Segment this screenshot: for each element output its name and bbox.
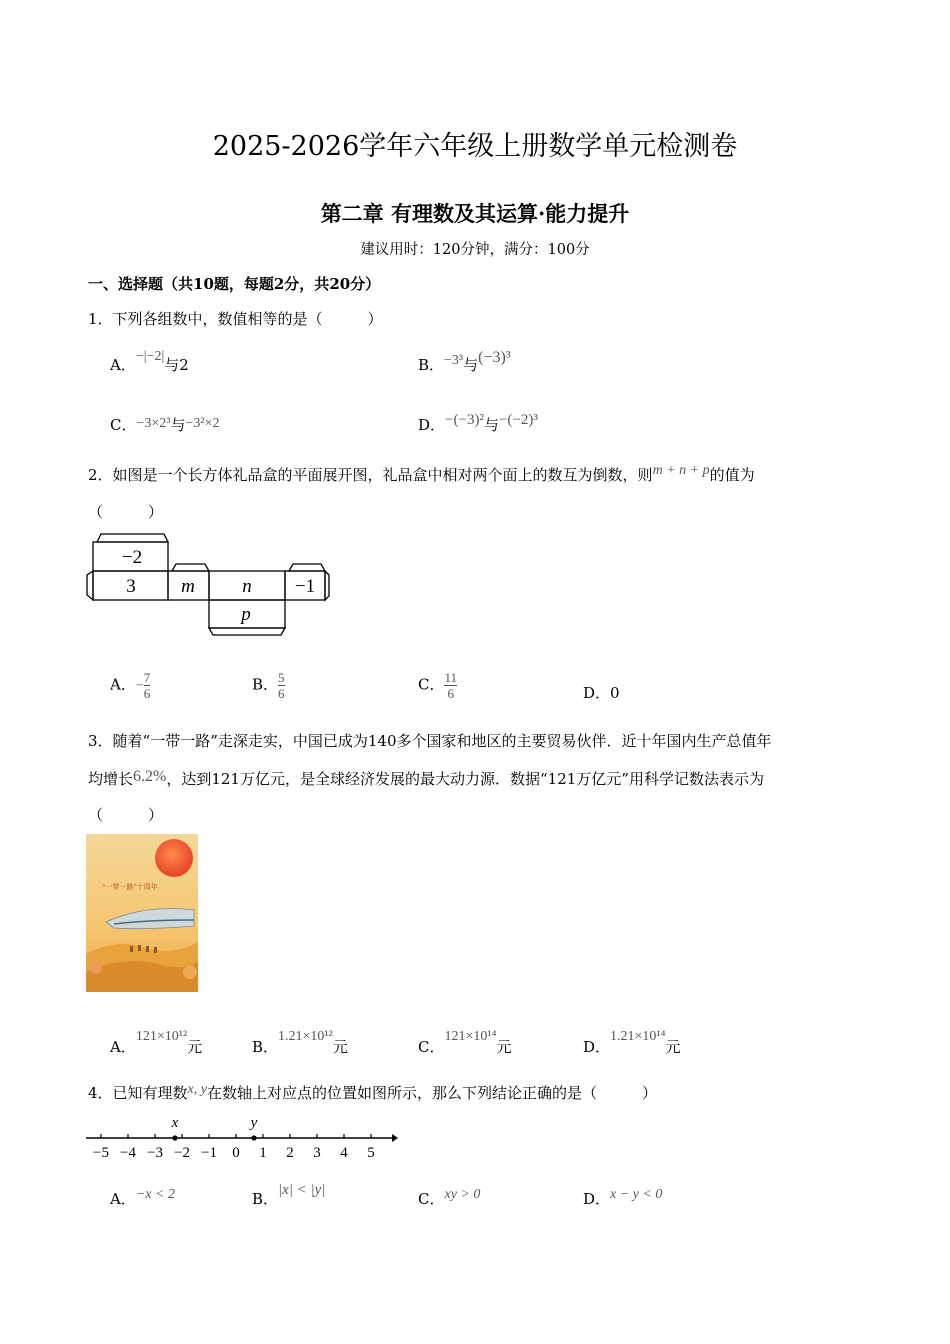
q1-b-mid: 与 [463, 356, 479, 374]
q2-a-den: 6 [143, 686, 151, 701]
net-label-top: −2 [121, 547, 143, 568]
tick-label: −2 [174, 1145, 190, 1161]
q3-d-unit: 元 [665, 1038, 681, 1056]
q2-b-frac [278, 670, 285, 701]
q2-c-label: C． [418, 675, 445, 694]
net-right-top-flap [289, 564, 325, 571]
q3-a-expr: 121×10¹² [135, 1029, 188, 1044]
q2-c-den: 6 [444, 685, 457, 701]
q2-stem [88, 464, 755, 485]
q4-option-b [252, 1182, 326, 1209]
q1-d-expr1: −(−3)² [445, 412, 484, 428]
net-label-left: 3 [126, 576, 136, 597]
q1-option-b [418, 349, 511, 375]
q4-a-label: A． [110, 1190, 136, 1208]
section-heading: 一、选择题（共10题，每题2分，共20分） [88, 275, 381, 293]
net-bottom-flap [209, 628, 285, 635]
net-top-flap [97, 534, 168, 542]
q3-line1: 3．随着“一带一路”走深走实，中国已成为140多个国家和地区的主要贸易伙伴．近十年国内生产总值年 [88, 732, 772, 750]
tick-label: −1 [201, 1145, 217, 1161]
box-net-diagram [84, 530, 334, 638]
point-x-label: x [171, 1115, 179, 1131]
q4-d-expr: x − y < 0 [610, 1187, 663, 1202]
q1-option-d [418, 414, 538, 435]
q4-stem-vars: x, y [187, 1082, 207, 1097]
net-label-m: m [181, 576, 195, 597]
q1-d-mid: 与 [483, 416, 499, 434]
q2-paren: （ ） [88, 503, 164, 521]
tick-label: 3 [313, 1145, 321, 1161]
q2-option-a [110, 670, 150, 701]
point-x [172, 1135, 177, 1140]
q3-d-label: D． [583, 1038, 611, 1056]
poster-caption: “一带一路”十周年 [102, 883, 158, 891]
q2-a-num: 7 [143, 670, 151, 685]
q4-option-a [110, 1188, 175, 1209]
net-right-flap [325, 571, 329, 600]
q3-b-label: B． [252, 1038, 279, 1056]
q1-a-tail: 与2 [164, 356, 189, 374]
q3-option-b [252, 1024, 348, 1056]
q1-stem: 1．下列各组数中，数值相等的是（ ） [88, 310, 383, 328]
q3-option-a [110, 1024, 203, 1056]
q2-b-label: B． [252, 675, 279, 694]
q3-a-label: A． [110, 1038, 136, 1056]
q2-option-b [252, 670, 285, 701]
q3-line2-a: 均增长 [88, 770, 134, 788]
q2-c-num: 11 [444, 670, 458, 685]
q3-c-expr: 121×10¹⁴ [444, 1029, 497, 1044]
q2-a-label: A． [110, 675, 136, 694]
tick-label: −4 [120, 1145, 136, 1161]
sun-shape [155, 839, 193, 877]
q2-d-val: 0 [610, 684, 620, 702]
q4-c-expr: xy > 0 [444, 1187, 481, 1202]
q1-c-expr2: −3²×2 [185, 416, 220, 431]
q1-a-expr: −|−2| [135, 349, 165, 364]
tick-label: −5 [93, 1145, 109, 1161]
q1-c-expr1: −3×2³ [136, 416, 171, 431]
q2-stem-text: 2．如图是一个长方体礼品盒的平面展开图，礼品盒中相对两个面上的数互为倒数，则 [88, 466, 653, 484]
net-label-right: −1 [294, 576, 316, 597]
q2-a-frac [144, 670, 151, 701]
arrow-right-icon [392, 1134, 398, 1142]
q3-percent: 6.2% [133, 768, 167, 785]
page-title: 2025-2026学年六年级上册数学单元检测卷 [212, 131, 738, 162]
q4-option-c [418, 1188, 480, 1209]
belt-road-poster-image [86, 834, 198, 992]
q2-b-num: 5 [278, 670, 285, 685]
q1-d-expr2: −(−2)³ [498, 412, 538, 428]
q3-option-d [583, 1024, 681, 1056]
q2-c-frac [444, 670, 457, 701]
tick-label: 0 [232, 1145, 240, 1161]
q4-d-label: D． [583, 1190, 611, 1208]
q4-b-expr: |x| < |y| [278, 1182, 326, 1198]
net-left-flap [87, 571, 93, 600]
q3-b-unit: 元 [332, 1038, 348, 1056]
q3-line2-b: ，达到121万亿元，是全球经济发展的最大动力源．数据“121万亿元”用科学记数法表示为 [166, 770, 764, 788]
point-y-label: y [250, 1115, 258, 1131]
q4-c-label: C． [418, 1190, 445, 1208]
net-label-n: n [242, 576, 252, 597]
q4-b-label: B． [252, 1190, 279, 1208]
tick-label: 4 [340, 1145, 348, 1161]
q2-d-label: D． [583, 684, 611, 702]
q1-c-label: C． [110, 416, 137, 434]
q3-paren: （ ） [88, 806, 164, 824]
q1-option-a [110, 349, 189, 375]
net-label-p: p [241, 604, 251, 625]
tick-label: 1 [259, 1145, 267, 1161]
chapter-subtitle: 第二章 有理数及其运算·能力提升 [320, 201, 630, 226]
q4-stem-a: 4．已知有理数 [88, 1084, 188, 1102]
q4-a-expr: −x < 2 [135, 1187, 175, 1202]
q3-option-c [418, 1024, 512, 1056]
q4-option-d [583, 1188, 662, 1209]
tick-label: 2 [286, 1145, 294, 1161]
q1-c-mid: 与 [170, 416, 186, 434]
q1-d-label: D． [418, 416, 446, 434]
net-m-flap [172, 564, 209, 571]
q1-b-expr2: (−3)³ [478, 349, 511, 366]
q3-d-expr: 1.21×10¹⁴ [610, 1029, 666, 1044]
q3-line2 [88, 768, 764, 789]
q3-a-unit: 元 [187, 1038, 203, 1056]
q3-c-unit: 元 [496, 1038, 512, 1056]
q4-stem-b: 在数轴上对应点的位置如图所示，那么下列结论正确的是（ ） [206, 1084, 657, 1102]
q1-a-label: A． [110, 356, 136, 374]
point-y [251, 1135, 256, 1140]
q1-option-c [110, 414, 220, 435]
tick-label: 5 [367, 1145, 375, 1161]
q3-c-label: C． [418, 1038, 445, 1056]
tick-label: −3 [147, 1145, 163, 1161]
number-line-diagram [84, 1112, 400, 1164]
q2-stem-tail: 的值为 [709, 466, 755, 484]
q1-b-label: B． [418, 356, 445, 374]
q3-b-expr: 1.21×10¹² [278, 1029, 333, 1044]
exam-meta: 建议用时：120分钟，满分：100分 [360, 242, 590, 258]
q1-b-expr1: −3³ [444, 353, 464, 368]
q4-stem [88, 1082, 657, 1103]
q2-option-c [418, 670, 457, 701]
q2-a-sign: − [135, 678, 144, 694]
q2-option-d [583, 682, 620, 703]
q2-b-den: 6 [278, 686, 285, 701]
q2-stem-expr: m + n + p [652, 463, 710, 478]
